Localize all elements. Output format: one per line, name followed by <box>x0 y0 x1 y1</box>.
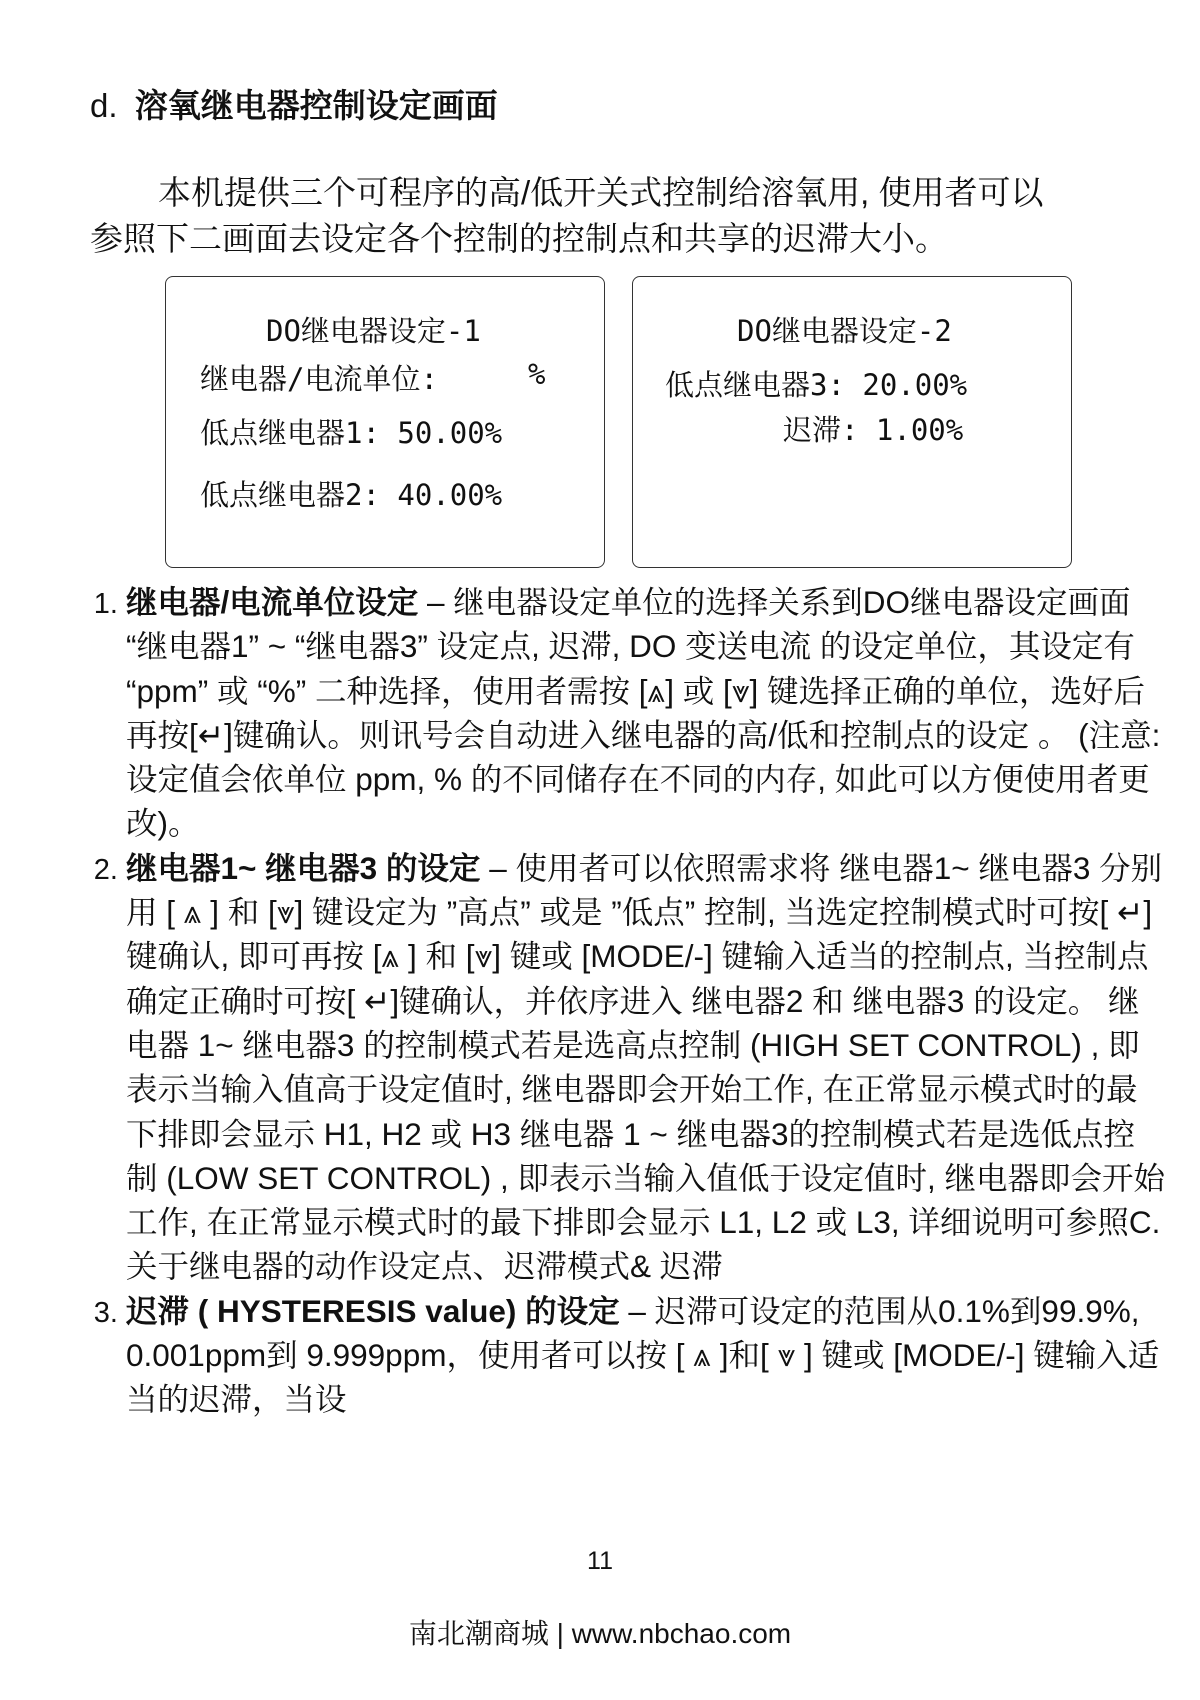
panel1-unit-label: 继电器/电流单位: <box>200 362 438 396</box>
item-title: 继电器1~ 继电器3 的设定 <box>126 849 481 886</box>
list-item <box>126 1289 1166 1422</box>
intro-paragraph <box>90 170 1120 262</box>
item-text: – 继电器设定单位的选择关系到DO继电器设定画面 “继电器1” ~ “继电器3” 设定点, 迟滞, DO 变送电流 的设定单位，其设定有 “ppm” 或 “%” 二种选择，使用者需按 [⩓] 或 [⩔] 键选择正确的单位，选好后再按[↵]键确认。则讯号会自动进入继电器的高/低和控制点的设定 。 (注意:设定值会依单位 ppm, % 的不同储存在不同的内存, 如此可以方便使用者更改)。 <box>126 584 1161 842</box>
panel2-relay3: 低点继电器3: 20.00% <box>665 368 968 402</box>
item-title: 迟滞 ( HYSTERESIS value) 的设定 <box>126 1292 620 1329</box>
intro-line-2: 参照下二画面去设定各个控制的控制点和共享的迟滞大小。 <box>90 220 948 257</box>
section-title: 溶氧继电器控制设定画面 <box>134 87 498 124</box>
panel1-relay2: 低点继电器2: 40.00% <box>200 478 503 512</box>
section-number: d. <box>90 87 118 124</box>
panel1-title: DO继电器设定-1 <box>266 314 481 348</box>
footer-site: 南北潮商城 | www.nbchao.com <box>408 1618 792 1649</box>
list-item <box>126 580 1166 846</box>
instruction-list <box>86 580 1166 1422</box>
item-text: – 迟滞可设定的范围从0.1%到99.9%, 0.001ppm到 9.999ppm，使用者可以按 [ ⩓ ]和[ ⩔ ] 键或 [MODE/-] 键输入适当的迟滞，当设 <box>126 1292 1160 1418</box>
section-heading <box>90 80 498 127</box>
display-panel-2 <box>632 276 1072 568</box>
intro-line-1: 本机提供三个可程序的高/低开关式控制给溶氧用, 使用者可以 <box>158 174 1044 211</box>
panel2-hysteresis: 迟滞: 1.00% <box>783 413 964 447</box>
panel2-title: DO继电器设定-2 <box>737 314 952 348</box>
list-item <box>126 846 1166 1289</box>
panel1-unit-value: % <box>528 357 546 391</box>
item-text: – 使用者可以依照需求将 继电器1~ 继电器3 分别用 [ ⩓ ] 和 [⩔] 键设定为 ”高点” 或是 ”低点” 控制, 当选定控制模式时可按[ ↵]键确认, 即可再按 [⩓ ] 和 [⩔] 键或 [MODE/-] 键输入适当的控制点, 当控制点确定正确时可按[ ↵]键确认，并依序进入 继电器2 和 继电器3 的设定。 继电器 1~ 继电器3 的控制模式若是选高点控制 (HIGH SET CONTROL) , 即表示当输入值高于设定值时, 继电器即会开始工作, 在正常显示模式时的最下排即会显示 H1, H2 或 H3 继电器 1 ~ 继电器3的控制模式若是选低点控制 (LOW SET CONTROL) , 即表示当输入值低于设定值时, 继电器即会开始工作, 在正常显示模式时的最下排即会显示 L1, L2 或 L3, 详细说明可参照C. 关于继电器的动作设定点、迟滞模式& 迟滞 <box>126 849 1165 1285</box>
panel1-relay1: 低点继电器1: 50.00% <box>200 416 503 450</box>
page-number: 11 <box>587 1547 613 1575</box>
item-title: 继电器/电流单位设定 <box>126 584 419 620</box>
display-panel-1 <box>165 276 605 568</box>
